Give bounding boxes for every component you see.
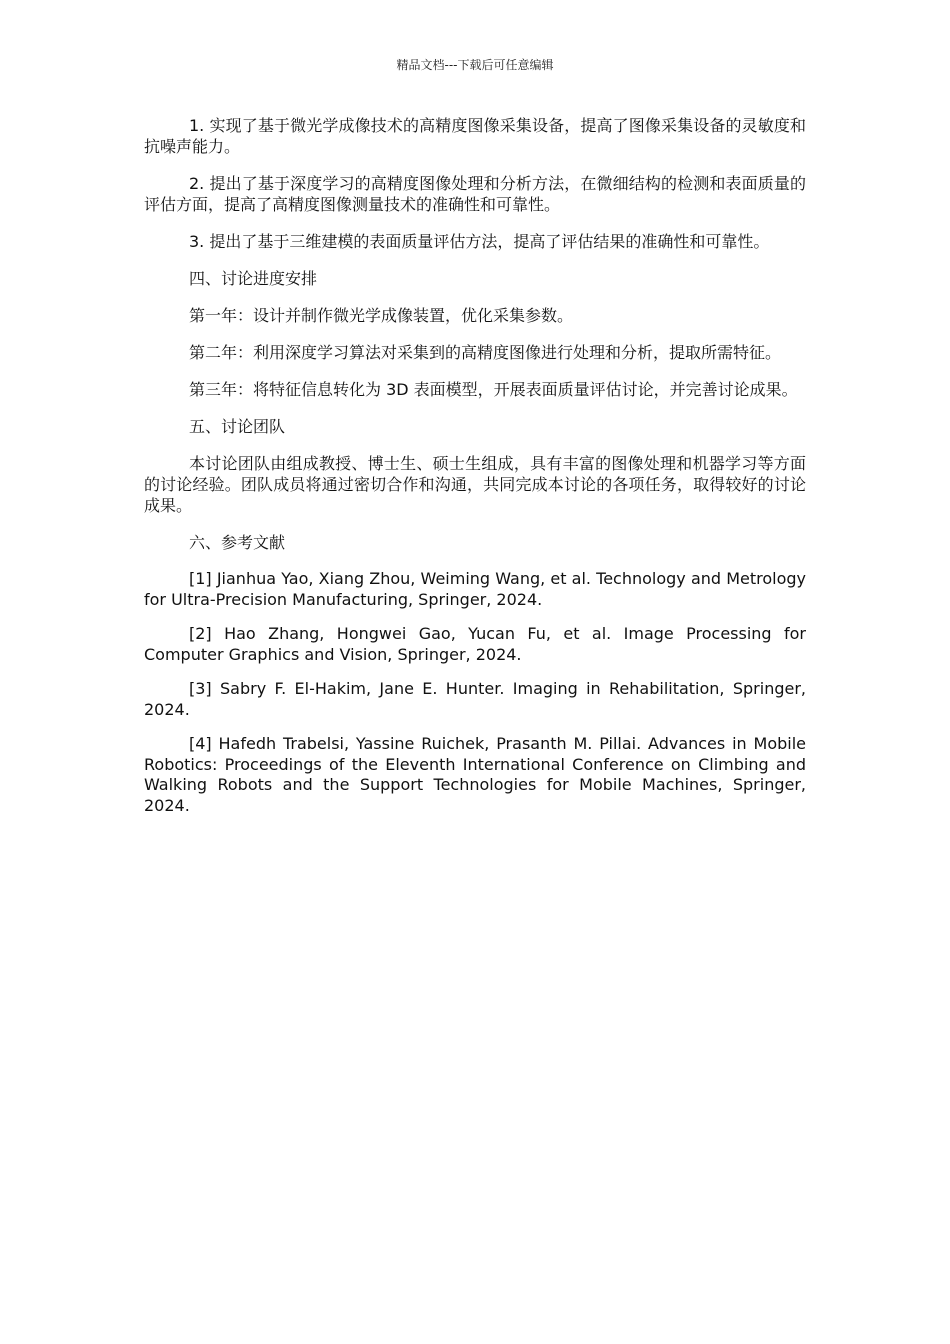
reference-item: [3] Sabry F. El-Hakim, Jane E. Hunter. Imaging in Rehabilitation, Springer, 2024. [144,679,806,719]
section-heading-references: 六、参考文献 [189,533,286,552]
reference-item: [1] Jianhua Yao, Xiang Zhou, Weiming Wang, et al. Technology and Metrology for Ultra-Precision Manufacturing, Springer, 2024. [144,569,806,609]
reference-item: [2] Hao Zhang, Hongwei Gao, Yucan Fu, et al. Image Processing for Computer Graphics and Vision, Springer, 2024. [144,624,806,664]
team-description: 本讨论团队由组成教授、博士生、硕士生组成，具有丰富的图像处理和机器学习等方面的讨论经验。团队成员将通过密切合作和沟通，共同完成本讨论的各项任务，取得较好的讨论成果。 [144,454,806,515]
section-heading-team: 五、讨论团队 [189,417,286,436]
achievement-item-3: 3. 提出了基于三维建模的表面质量评估方法，提高了评估结果的准确性和可靠性。 [189,232,770,251]
reference-item: [4] Hafedh Trabelsi, Yassine Ruichek, Prasanth M. Pillai. Advances in Mobile Robotics: Proceedings of the Eleventh International Conference on Climbing and Walking Robots and the Support Technologies for Mobile Machines, Springer, 2024. [144,734,806,815]
reference-list [144,569,806,816]
page-header: 精品文档---下载后可任意编辑 [396,58,554,72]
achievement-item-2: 2. 提出了基于深度学习的高精度图像处理和分析方法，在微细结构的检测和表面质量的评估方面，提高了高精度图像测量技术的准确性和可靠性。 [144,174,806,214]
document-body [144,115,806,830]
schedule-year-1: 第一年：设计并制作微光学成像装置，优化采集参数。 [189,306,574,325]
schedule-year-3: 第三年：将特征信息转化为 3D 表面模型，开展表面质量评估讨论，并完善讨论成果。 [189,380,798,399]
achievement-item-1: 1. 实现了基于微光学成像技术的高精度图像采集设备，提高了图像采集设备的灵敏度和抗噪声能力。 [144,116,806,156]
section-heading-schedule: 四、讨论进度安排 [189,269,318,288]
schedule-year-2: 第二年：利用深度学习算法对采集到的高精度图像进行处理和分析，提取所需特征。 [189,343,782,362]
